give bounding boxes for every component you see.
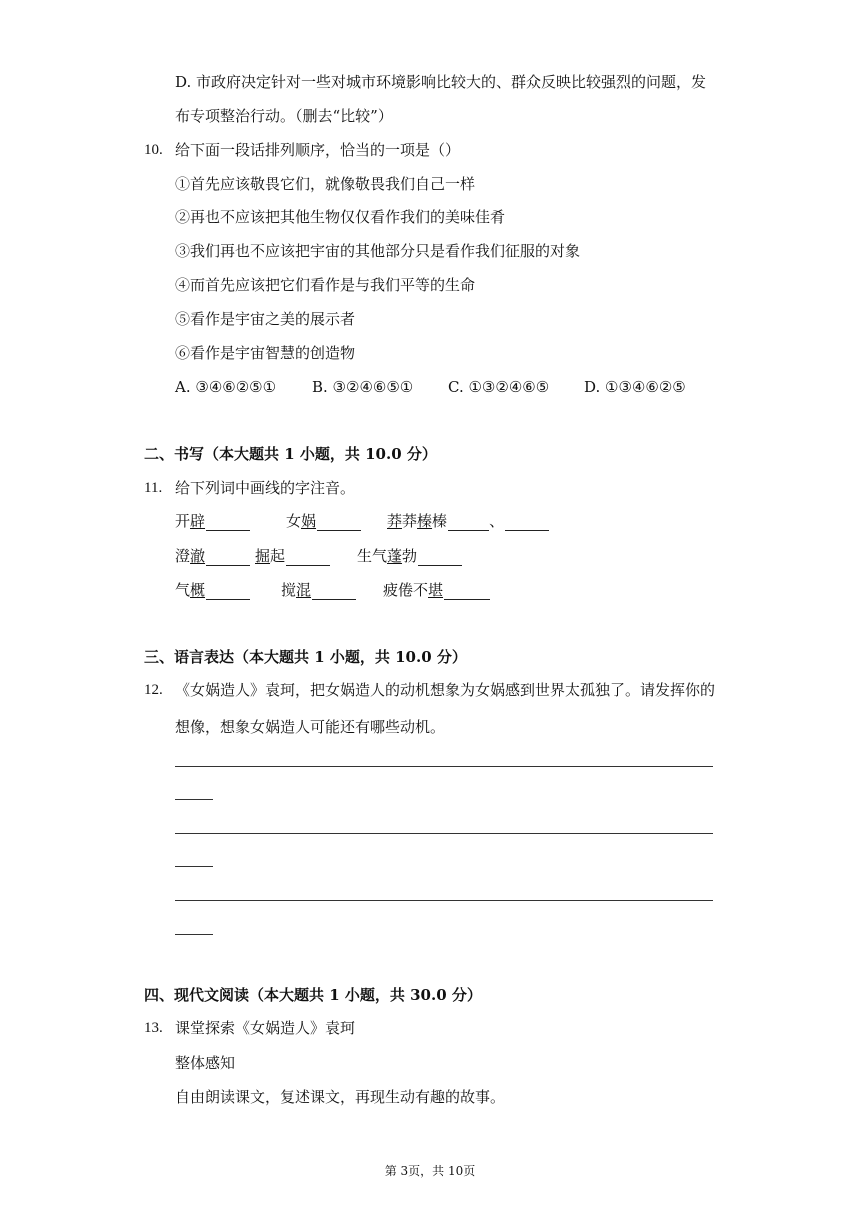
q10-option-a: A. ③④⑥②⑤① (175, 378, 277, 396)
q11-word: 开辟 (175, 511, 250, 531)
q11-word: 疲倦不堪 (383, 580, 490, 600)
q10-item-6: ⑥看作是宇宙智慧的创造物 (175, 344, 356, 362)
page-number: 第 3页，共 10页 (384, 1164, 476, 1178)
q13-task: 自由朗读课文，复述课文，再现生动有趣的故事。 (175, 1088, 506, 1106)
q12-number: 12. (144, 682, 163, 698)
answer-line[interactable] (175, 934, 213, 935)
section-3-title: 三、语言表达（本大题共 1 小题，共 10.0 分） (144, 648, 467, 666)
q11-word: 生气蓬勃 (357, 546, 462, 566)
answer-blank[interactable] (448, 512, 489, 531)
answer-blank[interactable] (312, 581, 356, 600)
answer-blank[interactable] (317, 512, 361, 531)
answer-blank[interactable] (206, 581, 250, 600)
answer-line[interactable] (175, 766, 713, 767)
q10-item-2: ②再也不应该把其他生物仅仅看作我们的美味佳肴 (175, 208, 506, 226)
q12-stem-line2: 想像，想象女娲造人可能还有哪些动机。 (175, 718, 446, 736)
answer-blank[interactable] (505, 512, 549, 531)
q10-item-5: ⑤看作是宇宙之美的展示者 (175, 310, 356, 328)
q11-number: 11. (144, 480, 163, 496)
q11-stem: 给下列词中画线的字注音。 (175, 479, 356, 497)
q11-word: 莽莽榛榛 、 (387, 511, 549, 531)
q9-option-d-line1: D. 市政府决定针对一些对城市环境影响比较大的、群众反映比较强烈的问题，发 (175, 73, 707, 91)
answer-blank[interactable] (418, 547, 462, 566)
q10-options (175, 377, 686, 397)
q10-item-3: ③我们再也不应该把宇宙的其他部分只是看作我们征服的对象 (175, 242, 581, 260)
q11-word: 搅混 (281, 580, 356, 600)
q10-number: 10. (144, 142, 163, 158)
answer-blank[interactable] (206, 547, 250, 566)
q10-item-4: ④而首先应该把它们看作是与我们平等的生命 (175, 276, 476, 294)
section-2-title: 二、书写（本大题共 1 小题，共 10.0 分） (144, 445, 437, 463)
q11-word: 澄澈 (175, 546, 250, 566)
q11-word: 女娲 (286, 511, 361, 531)
q10-item-1: ①首先应该敬畏它们，就像敬畏我们自己一样 (175, 175, 476, 193)
q11-word: 掘起 (255, 546, 330, 566)
q13-stem: 课堂探索《女娲造人》袁珂 (175, 1019, 356, 1037)
answer-line[interactable] (175, 833, 713, 834)
q13-subheading: 整体感知 (175, 1054, 236, 1072)
q12-stem-line1: 《女娲造人》袁珂，把女娲造人的动机想象为女娲感到世界太孤独了。请发挥你的 (175, 681, 716, 699)
q10-option-c: C. ①③②④⑥⑤ (448, 378, 550, 396)
answer-line[interactable] (175, 866, 213, 867)
answer-line[interactable] (175, 799, 213, 800)
q13-number: 13. (144, 1020, 163, 1036)
q10-stem: 给下面一段话排列顺序，恰当的一项是（） (175, 141, 461, 159)
q11-word: 气概 (175, 580, 250, 600)
answer-blank[interactable] (206, 512, 250, 531)
q10-option-d: D. ①③④⑥②⑤ (584, 378, 686, 396)
answer-blank[interactable] (444, 581, 490, 600)
answer-line[interactable] (175, 900, 713, 901)
q10-option-b: B. ③②④⑥⑤① (312, 378, 414, 396)
answer-blank[interactable] (286, 547, 330, 566)
q9-option-d-line2: 布专项整治行动。（删去“比较”） (175, 107, 393, 125)
section-4-title: 四、现代文阅读（本大题共 1 小题，共 30.0 分） (144, 986, 482, 1004)
